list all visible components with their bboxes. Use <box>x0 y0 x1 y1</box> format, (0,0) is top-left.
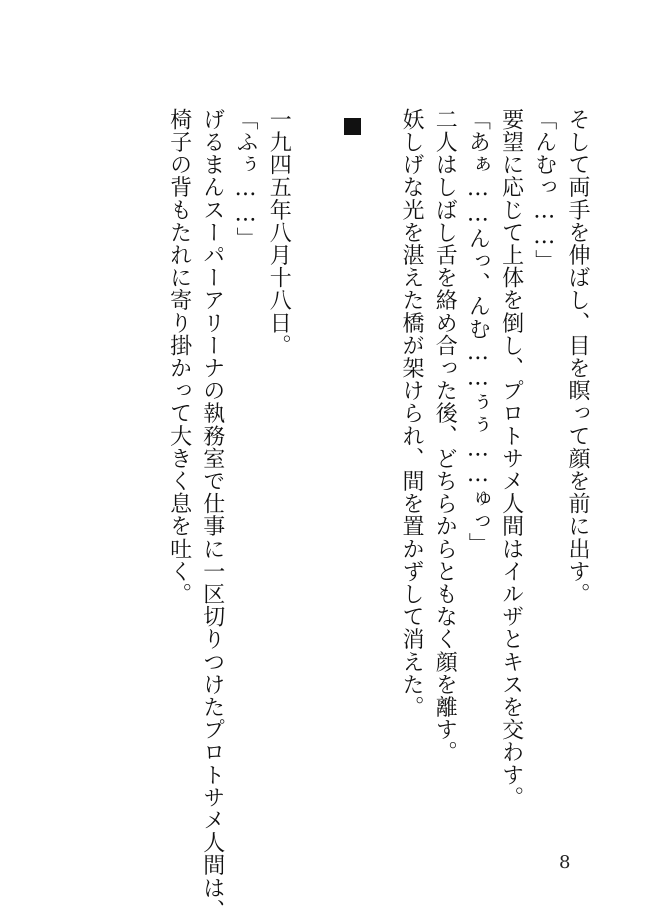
vertical-text-block <box>162 108 594 922</box>
text-line: げるまんスーパーアリーナの執務室で仕事に一区切りつけたプロトサメ人間は、 <box>199 108 225 922</box>
text-line: 椅子の背もたれに寄り掛かって大きく息を吐く。 <box>166 108 192 606</box>
text-line: 「あぁ……んっ、んむ……ぅぅ……ゅっ」 <box>465 108 491 556</box>
scene-break <box>328 108 361 848</box>
text-line: 一九四五年八月十八日。 <box>266 108 292 357</box>
page-number: 8 <box>559 852 571 873</box>
text-line: そして両手を伸ばし、目を瞑って顔を前に出す。 <box>565 108 590 606</box>
text-line: 「んむっ……」 <box>531 108 557 273</box>
blank-line <box>362 108 395 848</box>
black-square-icon <box>344 118 361 135</box>
text-line: 「ふぅ……」 <box>233 108 258 250</box>
text-line: 要望に応じて上体を倒し、プロトサメ人間はイルザとキスを交わす。 <box>498 108 524 809</box>
text-line: 妖しげな光を湛えた橋が架けられ、間を置かずして消えた。 <box>398 108 424 719</box>
text-line: 二人はしばし舌を絡め合った後、どちらからともなく顔を離す。 <box>432 108 458 764</box>
blank-line <box>295 108 328 848</box>
